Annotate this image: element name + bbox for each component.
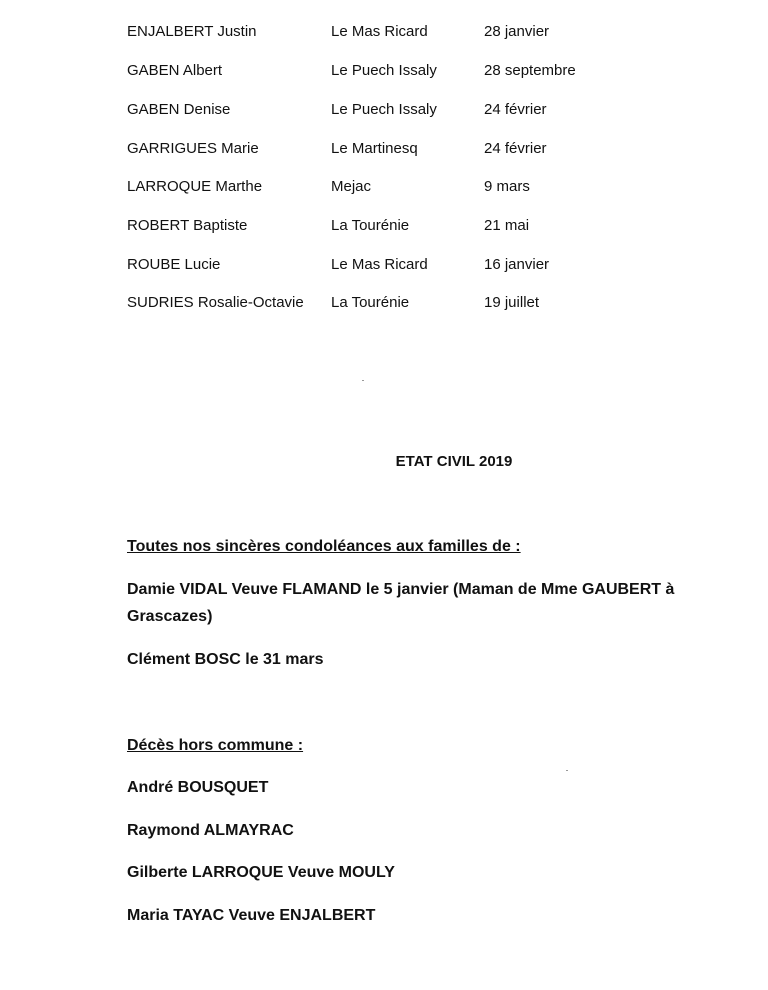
person-name: ROUBE Lucie [127,256,221,273]
outside-death-entry: Gilberte LARROQUE Veuve MOULY [127,864,395,881]
person-name: GABEN Albert [127,62,223,79]
person-name: LARROQUE Marthe [127,178,263,195]
event-date: 28 septembre [484,62,576,79]
event-date: 19 juillet [484,294,540,311]
condolence-entry: Clément BOSC le 31 mars [127,651,324,668]
table-row [0,253,768,277]
table-row [0,137,768,161]
event-date: 28 janvier [484,23,550,40]
place-name: La Tourénie [331,217,410,234]
scan-speck [566,770,568,771]
outside-deaths-heading: Décès hors commune : [127,737,304,754]
condolence-entry: Damie VIDAL Veuve FLAMAND le 5 janvier (Maman de Mme GAUBERT à [127,581,675,598]
table-row [0,98,768,122]
place-name: Le Mas Ricard [331,256,428,273]
event-date: 24 février [484,140,547,157]
person-name: SUDRIES Rosalie-Octavie [127,294,304,311]
event-date: 24 février [484,101,547,118]
section-title: ETAT CIVIL 2019 [395,453,513,470]
place-name: Le Puech Issaly [331,62,437,79]
outside-death-entry: Raymond ALMAYRAC [127,822,294,839]
condolence-entry-continued: Grascazes) [127,608,213,625]
place-name: Le Puech Issaly [331,101,437,118]
table-row [0,59,768,83]
place-name: Mejac [331,178,372,195]
place-name: La Tourénie [331,294,410,311]
event-date: 9 mars [484,178,530,195]
scan-speck [362,380,364,381]
table-row [0,214,768,238]
event-date: 16 janvier [484,256,550,273]
table-row [0,291,768,315]
event-date: 21 mai [484,217,530,234]
person-name: ENJALBERT Justin [127,23,257,40]
outside-death-entry: Maria TAYAC Veuve ENJALBERT [127,907,376,924]
place-name: Le Martinesq [331,140,418,157]
table-row [0,20,768,44]
person-name: GARRIGUES Marie [127,140,259,157]
table-row [0,175,768,199]
person-name: GABEN Denise [127,101,231,118]
condolences-heading: Toutes nos sincères condoléances aux familles de : [127,538,521,555]
place-name: Le Mas Ricard [331,23,428,40]
person-name: ROBERT Baptiste [127,217,248,234]
outside-death-entry: André BOUSQUET [127,779,269,796]
